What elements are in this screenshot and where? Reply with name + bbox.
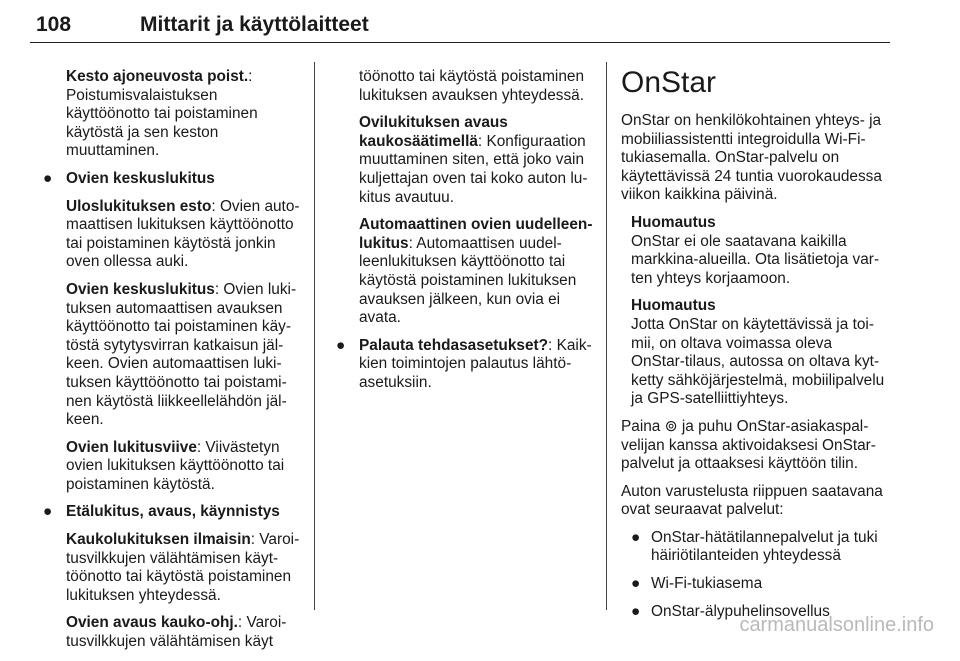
bullet-icon: ● (43, 503, 53, 521)
bullet-icon: ● (631, 528, 641, 546)
description: : Viivästetyn ovien lukituksen käyttöönotto tai poistaminen käytöstä. (66, 438, 285, 493)
bullet-heading: Etälukitus, avaus, käynnistys (66, 503, 280, 521)
bullet-heading: Ovien keskuslukitus (66, 169, 215, 187)
column-2 (333, 68, 593, 402)
note-title (631, 297, 889, 316)
list-item-text: Wi-Fi-tukiasema (651, 575, 763, 593)
note-text: Jotta OnStar on käytettävissä ja toimii, on oltava voimassa oleva OnStar-tilaus, autossa on oltava kytketty sähköjärjestelmä, mobiilipalvelu ja GPS-satelliittiyhteys. (631, 315, 885, 408)
paragraph (40, 198, 302, 272)
chapter-title: Mittarit ja käyttölaitteet (140, 13, 369, 36)
description: : Automaattisen uudelleenlukituksen käyttöönotto tai käytöstä poistaminen lukituksen avauksen jälkeen, kun ovia ei avata. (359, 234, 577, 327)
description: : Ovien automaattisen lukituksen käyttöönotto tai poistaminen käytöstä jonkin oven ollessa auki. (66, 197, 300, 271)
term: Automaattinen ovien uudelleenlukitus (359, 216, 593, 252)
watermark: carmanualsonline.info (739, 614, 934, 636)
page-number: 108 (36, 13, 72, 36)
paragraph (621, 418, 889, 474)
description: : Kaikkien toimintojen palautus lähtöasetuksiin. (359, 336, 592, 391)
term: Uloslukituksen esto (66, 197, 212, 215)
term: Kesto ajoneuvosta poist. (66, 68, 249, 85)
column-1 (40, 68, 302, 661)
note-title (631, 214, 889, 233)
paragraph (40, 281, 302, 430)
paragraph: Auton varustelusta riippuen saatavana ovat seuraavat palvelut: (621, 482, 883, 519)
paragraph (40, 614, 302, 651)
text: Paina (621, 417, 661, 435)
list-item (621, 529, 889, 566)
note-title-text: Huomautus (631, 297, 716, 315)
list-item-text: OnStar-hätätilannepalvelut ja tuki häiriötilanteiden yhteydessä (651, 528, 878, 565)
term: Ovien avaus kauko-ohj. (66, 614, 238, 632)
paragraph (40, 68, 302, 161)
paragraph: OnStar on henkilökohtainen yhteys- ja mobiiliassistentti integroidulla Wi-Fi-tukiasemalla. OnStar-palvelu on käytettävissä 24 tuntia vuorokaudessa viikon kaikkina päivinä. (621, 112, 882, 204)
paragraph (333, 216, 593, 328)
term: Ovilukituksen avaus kaukosäätimellä (359, 114, 508, 150)
text: ja puhu OnStar-asiakaspalvelijan kanssa aktivoidaksesi OnStar-palvelut ja ottaaksesi käyttöön tilin. (621, 417, 876, 473)
onstar-button-icon: ⊚ (664, 417, 678, 435)
paragraph (333, 68, 593, 105)
bullet-icon: ● (336, 336, 346, 354)
page-header (30, 10, 890, 43)
term: Palauta tehdasasetukset? (359, 336, 549, 354)
column-3 (621, 66, 889, 630)
note-box (621, 214, 889, 288)
description: : Konfiguraation muuttaminen siten, että joko vain kuljettajan oven tai koko auton lukitus avautuu. (359, 132, 588, 206)
term: Ovien lukitusviive (66, 438, 197, 456)
bullet-icon: ● (631, 575, 641, 593)
column-divider-left (314, 62, 315, 610)
bullet-icon: ● (43, 169, 53, 187)
paragraph (333, 114, 593, 207)
description: : Poistumisvalaistuksen käyttöönotto tai poistaminen käytöstä ja sen keston muuttaminen. (66, 68, 258, 160)
description: : Ovien lukituksen automaattisen avauksen käyttöönotto tai poistaminen käytöstä sytytysvirran katkaisun jälkeen. Ovien automaattisen lukituksen käyttöönotto tai poistaminen käytöstä liikkeellelähdön jälkeen. (66, 280, 297, 429)
bullet-item (40, 170, 302, 189)
bullet-icon: ● (631, 602, 641, 620)
paragraph (40, 439, 302, 495)
note-box (621, 297, 889, 409)
description: : Varoitusvilkkujen välähtämisen käyttöönotto tai käytöstä poistaminen lukituksen yhteydessä. (66, 531, 300, 604)
column-divider-right (606, 62, 607, 610)
bullet-item (333, 337, 593, 393)
term: Kaukolukituksen ilmaisin (66, 531, 251, 549)
note-title-text: Huomautus (631, 213, 716, 231)
term: Ovien keskuslukitus (66, 280, 215, 298)
description: : Varoitusvilkkujen välähtämisen käyt (66, 614, 287, 651)
bullet-item (40, 503, 302, 522)
description: töönotto tai käytöstä poistaminen lukituksen avauksen yhteydessä. (359, 68, 585, 104)
note-text: OnStar ei ole saatavana kaikilla markkina-alueilla. Ota lisätietoja varten yhteys korjaamoon. (631, 232, 880, 287)
section-title: OnStar (621, 66, 717, 99)
paragraph (40, 531, 302, 605)
list-item-text: OnStar-älypuhelinsovellus (651, 602, 830, 620)
list-item (621, 575, 889, 594)
